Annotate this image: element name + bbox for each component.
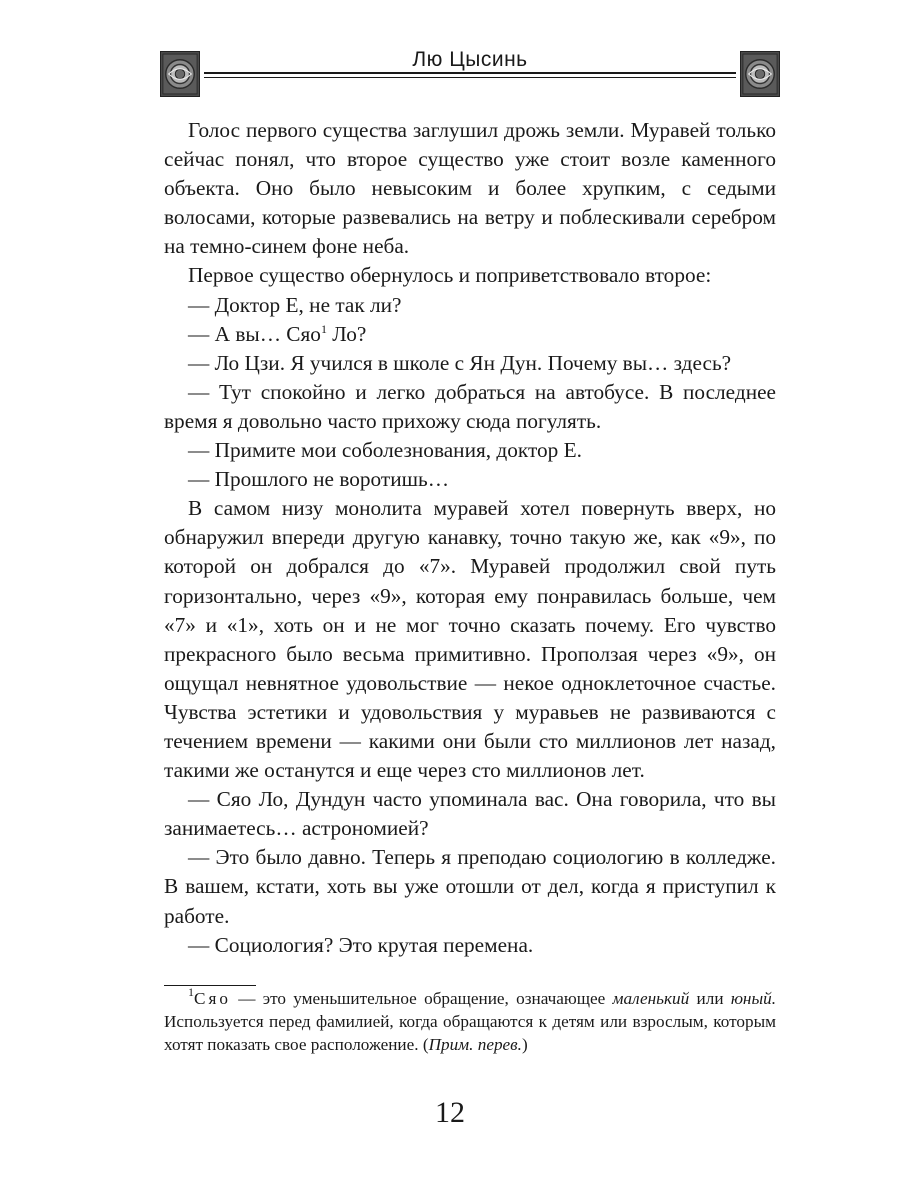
paragraph: — Прошлого не воротишь…	[188, 467, 450, 492]
author-name: Лю Цысинь	[398, 48, 541, 71]
footnote-term: Сяо	[194, 989, 231, 1008]
paragraph: Голос первого существа заглушил дрожь земли. Муравей только сейчас понял, что второе существо уже стоит возле каменного объекта. Оно было невысоким и более хрупким, с седыми волосами, которые развевались на ветру и поблескивали серебром на темно-синем фоне неба.	[164, 118, 776, 259]
footnote	[164, 985, 776, 1056]
paragraph: — Примите мои соболезнования, доктор Е.	[188, 438, 582, 463]
header-title	[160, 48, 780, 72]
paragraph: — Сяо Ло, Дундун часто упоминала вас. Она говорила, что вы занимаетесь… астрономией?	[164, 787, 776, 841]
paragraph: — Ло Цзи. Я учился в школе с Ян Дун. Почему вы… здесь?	[188, 350, 732, 375]
footnote-separator	[164, 985, 256, 986]
paragraph: — Это было давно. Теперь я преподаю социологию в колледже. В вашем, кстати, хоть вы уже отошли от дел, когда я приступил к работе.	[164, 845, 776, 928]
header-rule	[204, 72, 736, 78]
paragraph: — Тут спокойно и легко добраться на автобусе. В последнее время я довольно часто прихожу сюда погулять.	[164, 379, 776, 433]
paragraph: В самом низу монолита муравей хотел повернуть вверх, но обнаружил впереди другую канавку, точно такую же, как «9», по которой он добрался до «7». Муравей продолжил свой путь горизонтально, через «9», которая ему понравилась больше, чем «7» и «1», хоть он и не мог точно сказать почему. Его чувство прекрасного было весьма примитивно. Проползая через «9», он ощущал невнятное удовольствие — некое одноклеточное счастье. Чувства эстетики и удовольствия у муравьев не развиваются с течением времени — какими они были сто миллионов лет назад, такими же останутся и еще через сто миллионов лет.	[164, 496, 776, 783]
page-number: 12	[435, 1096, 465, 1129]
paragraph: — Доктор Е, не так ли?	[188, 292, 402, 317]
footnote-number: 1	[188, 985, 194, 999]
body-text	[164, 116, 776, 960]
paragraph-with-footnote: — А вы… Сяо$^1$ Ло?	[188, 321, 367, 346]
footnote-marker[interactable]: 1	[320, 321, 327, 336]
footnote-text: $^1$Сяо — это уменьшительное обращение, означающее маленький или юный. Используется перед фамилией, когда обращаются к детям или взрослым, которым хотят показать свое расположение. (Прим. перев.)	[164, 985, 776, 1054]
ornament-medallion-icon	[740, 51, 780, 97]
paragraph: — Социология? Это крутая перемена.	[188, 932, 534, 957]
running-header	[160, 46, 780, 102]
paragraph: Первое существо обернулось и поприветствовало второе:	[188, 263, 712, 288]
